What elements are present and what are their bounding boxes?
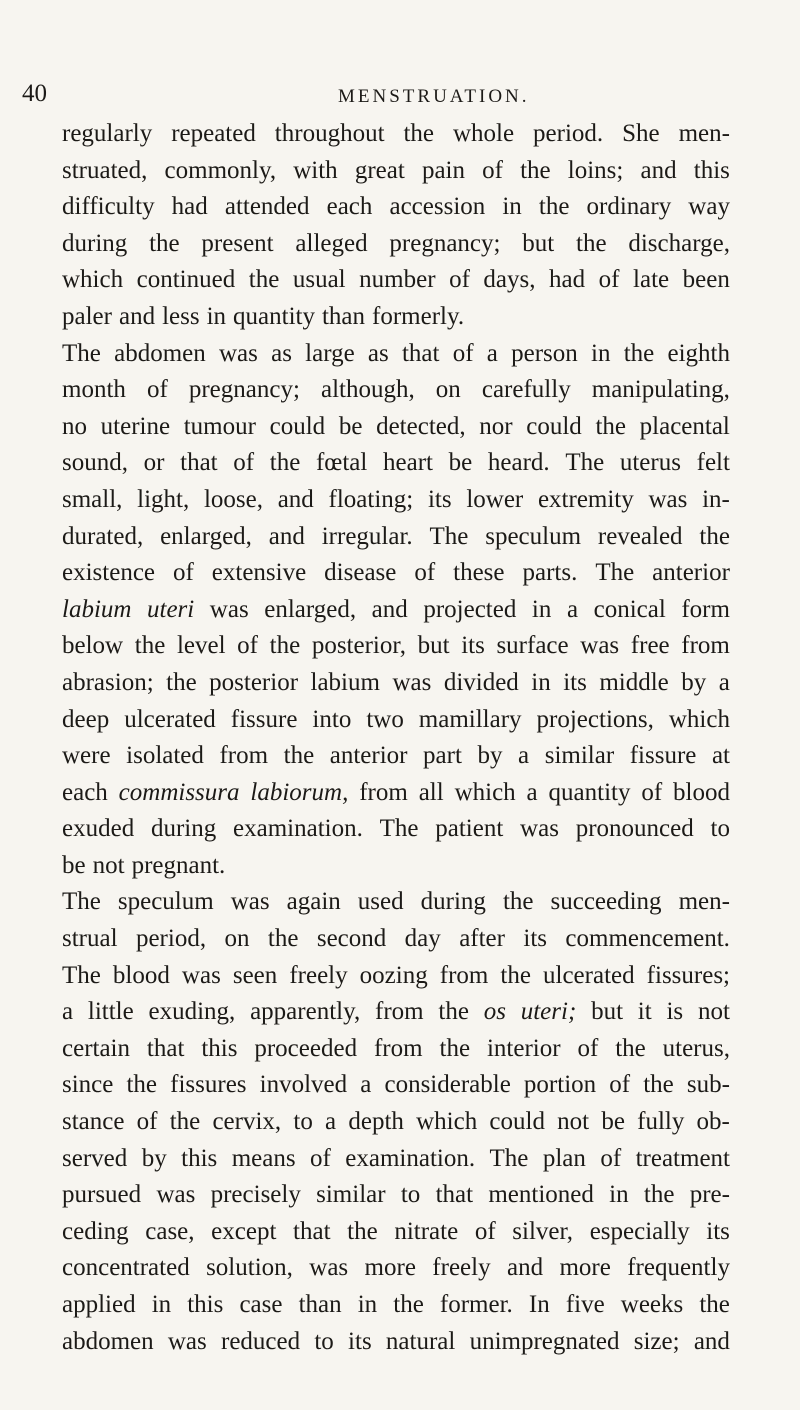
text-line: small, light, loose, and floating; its lower extremity was in- [62, 485, 730, 513]
text-line: struated, commonly, with great pain of the loins; and this [62, 156, 730, 184]
text-line: since the fissures involved a considerable portion of the sub- [62, 1071, 730, 1099]
running-head: MENSTRUATION. [338, 86, 530, 107]
text-line: concentrated solution, was more freely and more frequently [62, 1254, 730, 1282]
text-line: no uterine tumour could be detected, nor could the placental [62, 412, 730, 440]
body-text [62, 116, 730, 1360]
text-line: difficulty had attended each accession in the ordinary way [62, 193, 730, 221]
text-line: The blood was seen freely oozing from the ulcerated fissures; [62, 961, 730, 989]
text-line: a little exuding, apparently, from the os uteri; but it is not [62, 998, 730, 1026]
text-line: were isolated from the anterior part by a similar fissure at [62, 742, 730, 770]
text-line: abdomen was reduced to its natural unimpregnated size; and [62, 1327, 730, 1355]
text-line: The speculum was again used during the succeeding men- [62, 888, 730, 916]
text-line: month of pregnancy; although, on carefully manipulating, [62, 376, 730, 404]
text-line: exuded during examination. The patient was pronounced to [62, 815, 730, 843]
text-line: existence of extensive disease of these parts. The anterior [62, 559, 730, 587]
text-line: which continued the usual number of days, had of late been [62, 266, 730, 294]
text-line: pursued was precisely similar to that mentioned in the pre- [62, 1181, 730, 1209]
text-line: regularly repeated throughout the whole period. She men- [62, 120, 730, 147]
text-line: be not pregnant. [62, 851, 226, 879]
text-line: below the level of the posterior, but its surface was free from [62, 632, 730, 660]
text-line: ceding case, except that the nitrate of silver, especially its [62, 1217, 730, 1245]
text-line: abrasion; the posterior labium was divided in its middle by a [62, 668, 730, 696]
text-line: stance of the cervix, to a depth which could not be fully ob- [62, 1108, 730, 1136]
text-line: deep ulcerated fissure into two mamillary projections, which [62, 705, 730, 733]
page-number: 40 [22, 80, 47, 107]
text-line: each commissura labiorum, from all which a quantity of blood [62, 778, 730, 806]
text-line: labium uteri was enlarged, and projected in a conical form [62, 595, 730, 623]
text-line: applied in this case than in the former. In five weeks the [62, 1291, 730, 1318]
text-line: strual period, on the second day after its commencement. [62, 925, 730, 953]
text-line: The abdomen was as large as that of a person in the eighth [62, 339, 730, 367]
text-line: served by this means of examination. The plan of treatment [62, 1144, 730, 1172]
text-line: paler and less in quantity than formerly. [62, 302, 465, 330]
page-header [22, 74, 722, 114]
text-line: during the present alleged pregnancy; but the discharge, [62, 229, 730, 257]
text-line: durated, enlarged, and irregular. The speculum revealed the [62, 522, 730, 550]
text-line: sound, or that of the fœtal heart be heard. The uterus felt [62, 449, 730, 477]
text-line: certain that this proceeded from the interior of the uterus, [62, 1034, 730, 1062]
